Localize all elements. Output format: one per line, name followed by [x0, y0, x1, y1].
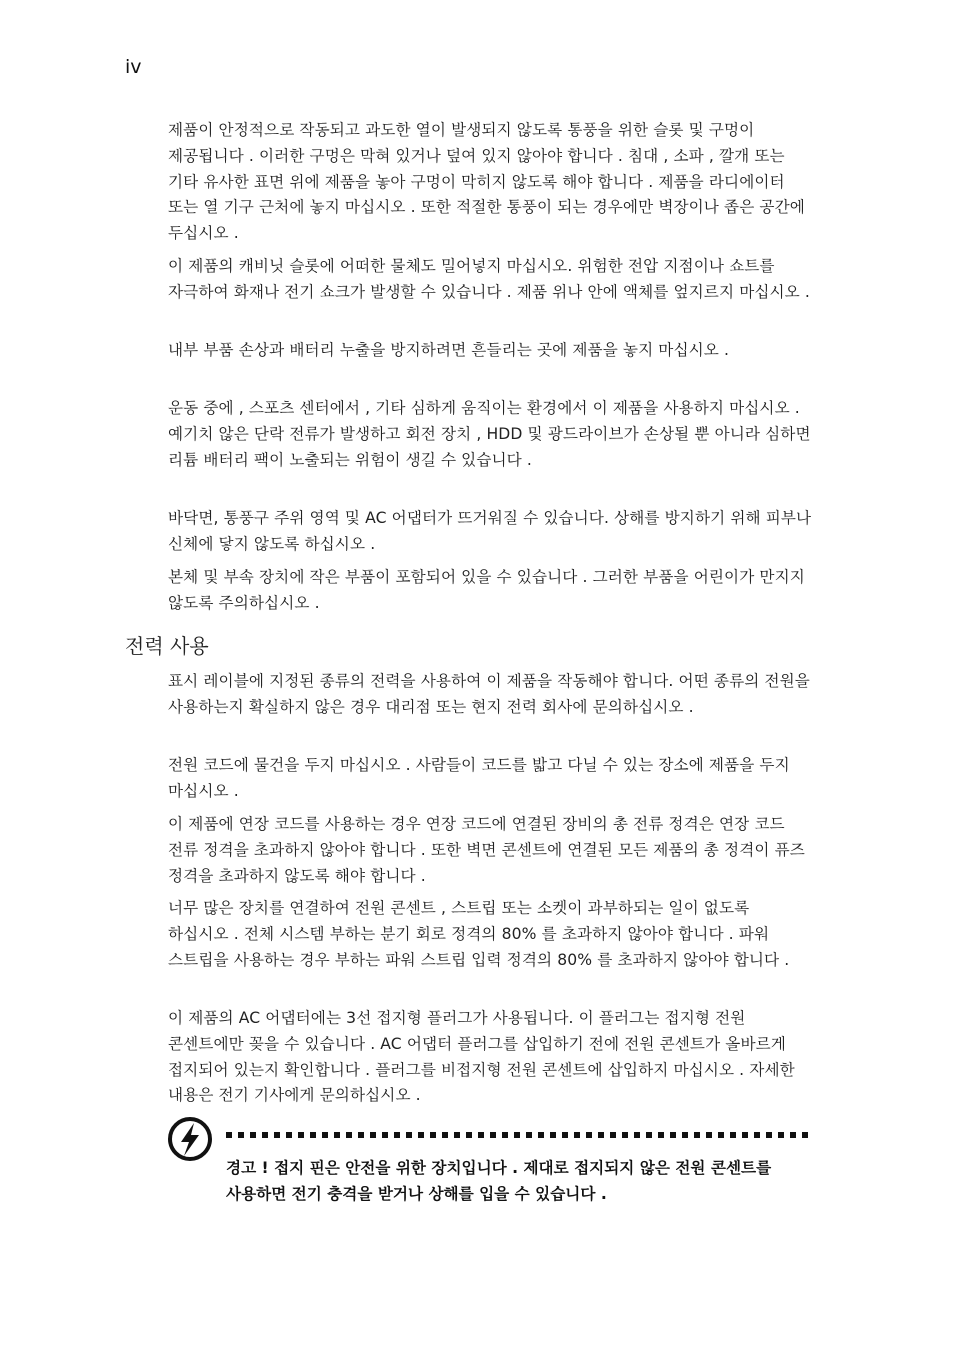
paragraph-power-cord: 전원 코드에 물건을 두지 마십시오 . 사람들이 코드를 밟고 다닐 수 있는 장소에 제품을 두지 마십시오 . — [168, 756, 790, 800]
paragraph-extension-cord: 이 제품에 연장 코드를 사용하는 경우 연장 코드에 연결된 장비의 총 전류 정격은 연장 코드 전류 정격을 초과하지 않아야 합니다 . 또한 벽면 콘센트에 연결된 모든 제품의 총 정격이 퓨즈 정격을 초과하지 않도록 해야 합니다 . — [168, 815, 805, 885]
page-number: iv — [125, 56, 142, 78]
section-heading-power: 전력 사용 — [125, 634, 209, 658]
paragraph-exercise: 운동 중에 , 스포츠 센터에서 , 기타 심하게 움직이는 환경에서 이 제품을 사용하지 마십시오 . 예기치 않은 단락 전류가 발생하고 회전 장치 , HDD 및 광드라이브가 손상될 뿐 아니라 심하면 리튬 배터리 팩이 노출되는 위험이 생길 수 있습니다 . — [168, 399, 811, 469]
paragraph-power-type: 표시 레이블에 지정된 종류의 전력을 사용하여 이 제품을 작동해야 합니다. 어떤 종류의 전원을 사용하는지 확실하지 않은 경우 대리점 또는 현지 전력 회사에 문의하십시오 . — [168, 672, 810, 716]
paragraph-hot-surface: 바닥면, 통풍구 주위 영역 및 AC 어댑터가 뜨거워질 수 있습니다. 상해를 방지하기 위해 피부나 신체에 닿지 않도록 하십시오 . — [168, 509, 812, 553]
paragraph-cabinet-slots: 이 제품의 캐비닛 슬롯에 어떠한 물체도 밀어넣지 마십시오. 위험한 전압 지점이나 쇼트를 자극하여 화재나 전기 쇼크가 발생할 수 있습니다 . 제품 위나 안에 액체를 엎지르지 마십시오 . — [168, 257, 810, 301]
paragraph-ac-adapter: 이 제품의 AC 어댑터에는 3선 접지형 플러그가 사용됩니다. 이 플러그는 접지형 전원 콘센트에만 꽂을 수 있습니다 . AC 어댑터 플러그를 삽입하기 전에 전원 콘센트가 올바르게 접지되어 있는지 확인합니다 . 플러그를 비접지형 전원 콘센트에 삽입하지 마십시오 . 자세한 내용은 전기 기사에게 문의하십시오 . — [168, 1009, 795, 1105]
paragraph-ventilation: 제품이 안정적으로 작동되고 과도한 열이 발생되지 않도록 통풍을 위한 슬롯 및 구멍이 제공됩니다 . 이러한 구멍은 막혀 있거나 덮여 있지 않아야 합니다 . 침대 , 소파 , 깔개 또는 기타 유사한 표면 위에 제품을 놓아 구멍이 막히지 않도록 해야 합니다 . 제품을 라디에이터 또는 열 기구 근처에 놓지 마십시오 . 또한 적절한 통풍이 되는 경우에만 벽장이나 좁은 공간에 두십시오 . — [168, 121, 805, 243]
warning-bolt-icon — [166, 1115, 214, 1163]
paragraph-battery-leak: 내부 부품 손상과 배터리 누출을 방지하려면 흔들리는 곳에 제품을 놓지 마십시오 . — [168, 341, 730, 359]
paragraph-small-parts: 본체 및 부속 장치에 작은 부품이 포함되어 있을 수 있습니다 . 그러한 부품을 어린이가 만지지 않도록 주의하십시오 . — [168, 568, 805, 612]
warning-text: 경고 ! 접지 핀은 안전을 위한 장치입니다 . 제대로 접지되지 않은 전원 콘센트를 사용하면 전기 충격을 받거나 상해를 입을 수 있습니다 . — [226, 1159, 772, 1203]
paragraph-overload: 너무 많은 장치를 연결하여 전원 콘센트 , 스트립 또는 소켓이 과부하되는 일이 없도록 하십시오 . 전체 시스템 부하는 분기 회로 정격의 80% 를 초과하지 않아야 합니다 . 파워 스트립을 사용하는 경우 부하는 파워 스트립 입력 정격의 80% 를 초과하지 않아야 합니다 . — [168, 899, 790, 969]
warning-divider — [226, 1132, 810, 1138]
